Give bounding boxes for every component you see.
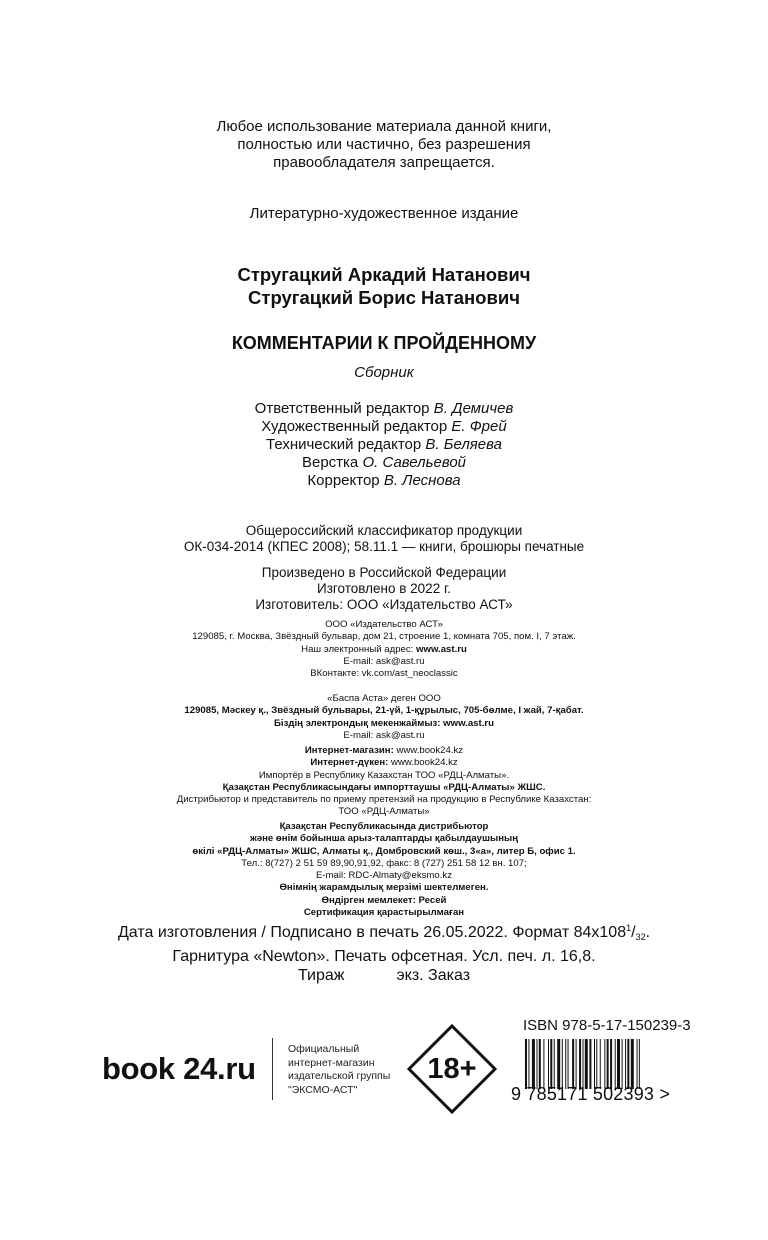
- print-order-label: экз. Заказ: [396, 967, 471, 984]
- distribution-kz-line: және өнім бойынша арыз-талаптарды қабылдаушының: [250, 833, 518, 845]
- print-info: [0, 919, 768, 985]
- credit-name: В. Демичев: [433, 400, 514, 417]
- classifier-line: ОК-034-2014 (КПЕС 2008); 58.11.1 — книги, брошюры печатные: [183, 539, 585, 554]
- copyright-line: правообладателя запрещается.: [273, 154, 495, 171]
- distribution-kz: [0, 821, 768, 895]
- publisher-site-line: [0, 644, 768, 656]
- author: Стругацкий Аркадий Натанович: [237, 264, 531, 285]
- publisher-kz: [0, 693, 768, 742]
- book-title: КОММЕНТАРИИ К ПРОЙДЕННОМУ: [231, 333, 537, 353]
- edition-type: Литературно-художественное издание: [249, 205, 519, 222]
- credit-line: [0, 436, 768, 454]
- distribution-kz-line: өкілі «РДЦ-Алматы» ЖШС, Алматы қ., Домбровский көш., 3«а», литер Б, офис 1.: [192, 845, 576, 857]
- copyright-notice: [0, 118, 768, 172]
- credits: [0, 400, 768, 490]
- age-rating-text: 18+: [427, 1053, 477, 1085]
- copyright-line: Любое использование материала данной книги,: [216, 118, 552, 135]
- print-run-line: [0, 966, 768, 985]
- credit-role: Ответственный редактор: [254, 400, 430, 417]
- credit-line: [0, 400, 768, 418]
- barcode-icon: [525, 1039, 675, 1089]
- format-slash: /: [631, 924, 636, 941]
- production-line: Изготовлено в 2022 г.: [317, 581, 451, 596]
- format-sup: 1: [626, 923, 632, 933]
- credit-name: Е. Фрей: [451, 418, 507, 435]
- shop-label: Интернет-дүкен:: [310, 757, 389, 769]
- distribution-line: Дистрибьютор и представитель по приему претензий на продукцию в Республике Казахстан:: [176, 794, 592, 806]
- logo-caption-line: интернет-магазин: [288, 1056, 375, 1069]
- shop-line: [0, 757, 768, 769]
- print-run-label: Тираж: [297, 967, 345, 984]
- distribution-kz-line: E-mail: RDC-Almaty@eksmo.kz: [315, 870, 453, 882]
- logo-divider: [272, 1038, 273, 1100]
- credit-role: Верстка: [301, 454, 359, 471]
- credit-name: О. Савельевой: [362, 454, 467, 471]
- logo-caption-line: "ЭКСМО-АСТ": [288, 1083, 358, 1096]
- publisher-kz-line: Біздің электрондық мекенжаймыз: www.ast.ru: [274, 717, 494, 729]
- print-format-text: Дата изготовления / Подписано в печать 26.05.2022. Формат 84x108: [117, 924, 627, 941]
- credit-role: Корректор: [307, 472, 380, 489]
- distribution-line: Қазақстан Республикасындағы импорттаушы «РДЦ-Алматы» ЖШС.: [222, 781, 546, 793]
- credit-line: [0, 454, 768, 472]
- publisher-address: 129085, г. Москва, Звёздный бульвар, дом 21, строение 1, комната 705, пом. I, 7 этаж.: [192, 631, 576, 643]
- production-info: [0, 565, 768, 613]
- shop-link[interactable]: www.book24.kz: [393, 745, 464, 756]
- certification-line: Өндірген мемлекет: Ресей: [321, 895, 447, 906]
- credit-name: В. Беляева: [425, 436, 502, 453]
- publisher-kz-line: «Баспа Аста» деген ООО: [327, 693, 441, 704]
- credit-name: В. Леснова: [383, 472, 461, 489]
- production-line: Произведено в Российской Федерации: [261, 565, 507, 580]
- publisher-kz-line: E-mail: ask@ast.ru: [343, 729, 425, 741]
- distribution-line: ТОО «РДЦ-Алматы»: [338, 806, 430, 818]
- publisher-line: ООО «Издательство АСТ»: [325, 619, 443, 630]
- book24-logo: book 24.ru: [102, 1051, 256, 1086]
- logo-caption-line: издательской группы: [288, 1070, 391, 1082]
- isbn-text: ISBN 978-5-17-150239-3: [523, 1017, 691, 1034]
- publisher-contact: ВКонтакте: vk.com/ast_neoclassic: [310, 668, 458, 680]
- classifier: [0, 523, 768, 555]
- certification: [0, 895, 768, 920]
- format-end: .: [645, 924, 651, 941]
- logo-caption-line: Официальный: [288, 1043, 360, 1055]
- copyright-line: полностью или частично, без разрешения: [237, 136, 531, 153]
- logo-caption: [288, 1043, 390, 1097]
- credit-role: Художественный редактор: [261, 418, 448, 435]
- distribution-kz-line: Қазақстан Республикасында дистрибьютор: [279, 821, 489, 832]
- publisher-ru: [0, 619, 768, 680]
- publisher-kz-line: 129085, Мәскеу қ., Звёздный бульвары, 21-үй, 1-құрылыс, 705-бөлме, I жай, 7-қабат.: [184, 705, 584, 717]
- book-subtitle: Сборник: [354, 364, 414, 381]
- barcode-digits: 9 785171 502393 >: [511, 1084, 671, 1104]
- age-rating-badge: [407, 1024, 497, 1114]
- publisher-site-label: Наш электронный адрес:: [301, 643, 417, 655]
- credit-line: [0, 418, 768, 436]
- shop-link[interactable]: www.book24.kz: [388, 757, 458, 769]
- publisher-site-link[interactable]: www.ast.ru: [416, 643, 467, 655]
- shop-line: [0, 745, 768, 757]
- certification-line: Сертификация қарастырылмаған: [303, 907, 465, 919]
- distribution-line: Импортёр в Республику Казахстан ТОО «РДЦ-Алматы».: [258, 769, 510, 781]
- authors: [0, 263, 768, 309]
- print-format-line: [0, 919, 768, 947]
- format-sub: 32: [635, 932, 646, 942]
- publisher-contact: E-mail: ask@ast.ru: [343, 655, 425, 667]
- classifier-line: Общероссийский классификатор продукции: [245, 523, 523, 538]
- production-line: Изготовитель: ООО «Издательство АСТ»: [255, 597, 513, 612]
- distribution-kz-line: Өнімнің жарамдылық мерзімі шектелмеген.: [279, 882, 489, 894]
- shop-label: Интернет-магазин:: [304, 745, 394, 756]
- distribution-kz-line: Тел.: 8(727) 2 51 59 89,90,91,92, факс: 8 (727) 251 58 12 вн. 107;: [241, 857, 527, 869]
- print-typeface-line: Гарнитура «Newton». Печать офсетная. Усл. печ. л. 16,8.: [172, 948, 596, 965]
- distribution-info: [0, 745, 768, 819]
- credit-line: [0, 472, 768, 490]
- author: Стругацкий Борис Натанович: [248, 287, 520, 308]
- credit-role: Технический редактор: [266, 436, 422, 453]
